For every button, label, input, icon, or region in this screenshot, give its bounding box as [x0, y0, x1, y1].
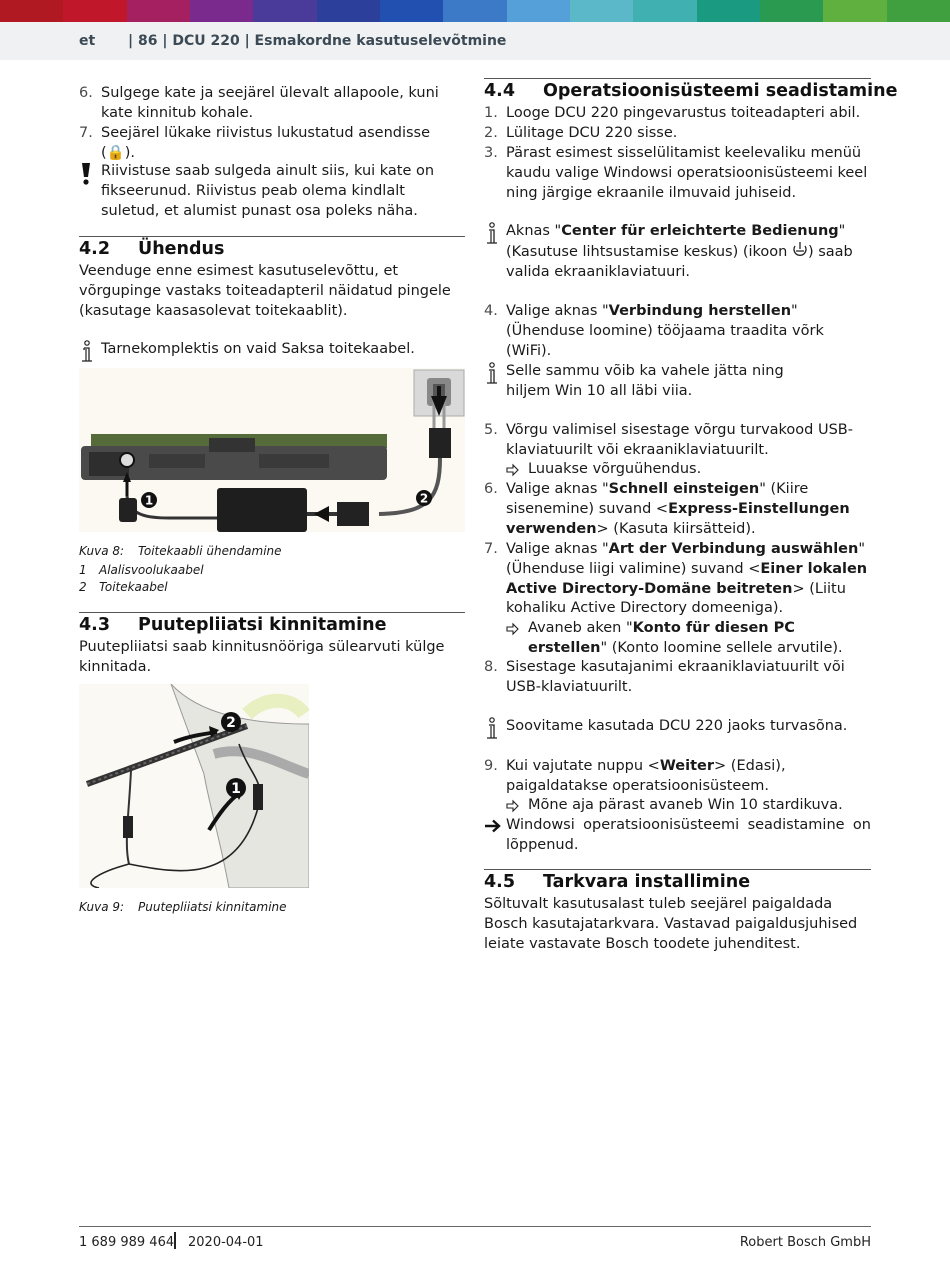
document-number: 1 689 989 464 — [79, 1235, 175, 1250]
list-item: 7. Seejärel lükake riivistus lukustatud asendisse (🔒). — [79, 125, 431, 161]
section-divider — [484, 869, 871, 870]
section-heading-4-5: 4.5 Tarkvara installimine — [484, 872, 751, 892]
list-item: 2. Lülitage DCU 220 sisse. — [484, 125, 678, 141]
list-item: 1. Looge DCU 220 pingevarustus toiteadapteri abil. — [484, 105, 861, 121]
final-result: Windowsi operatsioonisüsteemi seadistamine on lõppenud. — [484, 816, 871, 856]
info-icon — [484, 717, 500, 748]
info-note: Soovitame kasutada DCU 220 jaoks turvasõna. — [484, 717, 871, 737]
warning-note: Riivistuse saab sulgeda ainult siis, kui kate on fikseerunud. Riivistus peab olema kindlalt suletud, et alumist punast osa poleks näha. — [79, 162, 465, 221]
section-divider — [79, 236, 465, 237]
color-band-segment — [887, 0, 950, 22]
list-item: 4. Valige aknas "Verbindung herstellen" (Ühenduse loomine) tööjaama traadita võrk (WiFi). — [484, 303, 824, 359]
arrow-right-icon — [484, 816, 504, 840]
info-note: Tarnekomplektis on vaid Saksa toitekaabel. — [79, 340, 465, 360]
list-item: 9. Kui vajutate nuppu <Weiter> (Edasi), paigaldatakse operatsioonisüsteem. — [484, 758, 786, 794]
result-arrow-icon — [506, 619, 526, 643]
result-item: Avaneb aken "Konto für diesen PC erstellen" (Konto loomine sellele arvutile). — [484, 619, 871, 659]
section-heading-4-2: 4.2 Ühendus — [79, 239, 225, 259]
figure-legend-item: 1 Alalisvoolukaabel — [79, 563, 204, 577]
footer-divider — [79, 1226, 871, 1227]
section-body: Veenduge enne esimest kasutuselevõttu, et võrgupinge vastaks toiteadapteril näidatud pingele (kasutage kaasasolevat toitekaablit). — [79, 263, 451, 319]
color-band-segment — [0, 0, 63, 22]
info-icon — [484, 222, 500, 253]
list-item: 7. Valige aknas "Art der Verbindung auswählen" (Ühenduse liigi valimine) suvand <Einer lokalen Active Directory-Domäne beitreten> (Liitu kohaliku Active Directory domeeniga). — [484, 541, 868, 617]
result-item: Mõne aja pärast avaneb Win 10 stardikuva. — [484, 796, 871, 816]
figure-stylus-attachment — [79, 684, 309, 888]
page-title: | 86 | DCU 220 | Esmakordne kasutuselevõtmine — [128, 33, 507, 49]
company-name: Robert Bosch GmbH — [739, 1235, 871, 1250]
info-icon — [484, 362, 500, 393]
callout-1: 1 — [231, 781, 241, 797]
footer-separator — [174, 1232, 176, 1249]
section-body: Sõltuvalt kasutusalast tuleb seejärel paigaldada Bosch kasutajatarkvara. Vastavad paigaldusjuhised leiate vastavate Bosch toodete juhenditest. — [484, 896, 858, 952]
figure-power-connection — [79, 368, 465, 532]
figure-legend-item: 2 Toitekaabel — [79, 580, 168, 594]
callout-2: 2 — [419, 491, 429, 506]
info-icon — [79, 340, 95, 371]
right-column — [484, 0, 898, 1266]
left-column — [79, 0, 465, 1266]
section-heading-4-4: 4.4 Operatsioonisüsteemi seadistamine — [484, 81, 898, 101]
section-divider — [79, 612, 465, 613]
accessibility-icon — [792, 242, 808, 257]
info-note: Selle sammu võib ka vahele jätta ning hiljem Win 10 all läbi viia. — [484, 362, 824, 402]
result-item: Luuakse võrguühendus. — [484, 460, 871, 480]
list-item: 8. Sisestage kasutajanimi ekraaniklaviatuurilt või USB-klaviatuurilt. — [484, 659, 845, 695]
figure-caption: Kuva 8: Toitekaabli ühendamine — [79, 544, 282, 558]
callout-1: 1 — [144, 493, 154, 508]
list-item: 6. Valige aknas "Schnell einsteigen" (Kiire sisenemine) suvand <Express-Einstellungen verwenden> (Kasuta kiirsätteid). — [484, 481, 850, 537]
list-item: 3. Pärast esimest sisselülitamist keelevaliku menüü kaudu valige Windowsi operatsioonisüsteemi keel ning järgige ekraanile ilmuvaid juhiseid. — [484, 145, 868, 201]
document-date: 2020-04-01 — [188, 1235, 264, 1250]
warning-icon — [79, 162, 93, 193]
figure-caption: Kuva 9: Puutepliiatsi kinnitamine — [79, 900, 287, 914]
section-heading-4-3: 4.3 Puutepliiatsi kinnitamine — [79, 615, 387, 635]
language-code: et — [79, 33, 96, 49]
list-item: 6. Sulgege kate ja seejärel ülevalt allapoole, kuni kate kinnitub kohale. — [79, 85, 439, 121]
callout-2: 2 — [226, 715, 236, 731]
list-item: 5. Võrgu valimisel sisestage võrgu turvakood USB-klaviatuurilt või ekraaniklaviatuurilt. — [484, 422, 853, 458]
section-body: Puutepliiatsi saab kinnitusnööriga sülearvuti külge kinnitada. — [79, 639, 445, 675]
info-note: Aknas "Center für erleichterte Bedienung" (Kasutuse lihtsustamise keskus) (ikoon ) saab valida ekraaniklaviatuuri. — [484, 222, 871, 282]
section-divider — [484, 78, 871, 79]
